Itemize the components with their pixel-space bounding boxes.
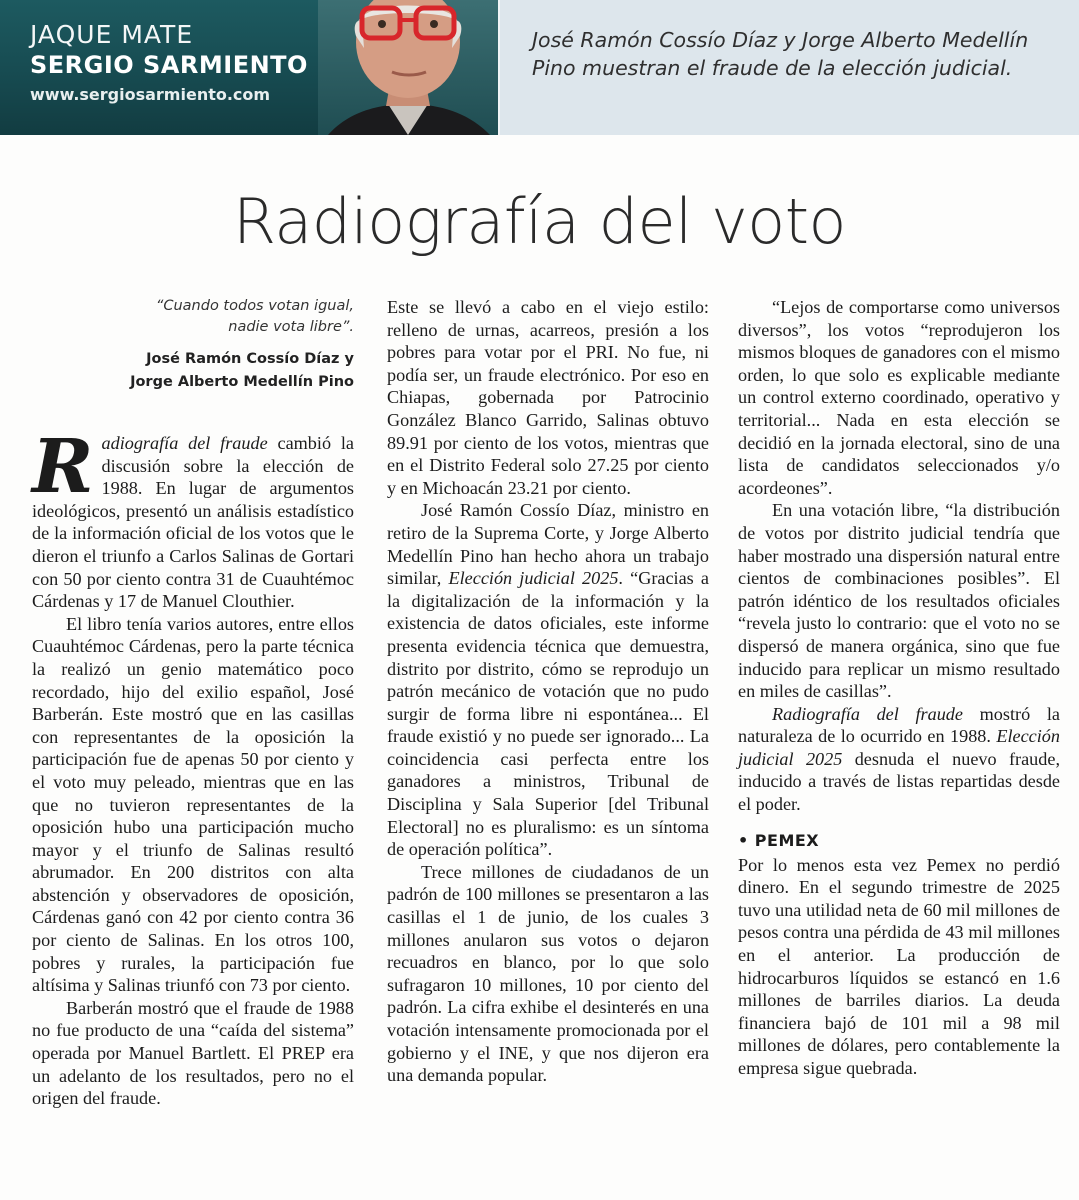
paragraph — [738, 703, 1060, 816]
author-name: SERGIO SARMIENTO — [30, 51, 308, 79]
author-website[interactable]: www.sergiosarmiento.com — [30, 85, 271, 104]
epigraph-author-2: Jorge Alberto Medellín Pino — [130, 374, 354, 390]
column-header — [0, 0, 1079, 135]
epigraph-line-1: “Cuando todos votan igual, — [155, 298, 354, 314]
paragraph — [32, 424, 354, 613]
paragraph — [387, 499, 709, 861]
epigraph-attribution — [32, 348, 354, 394]
column-name: JAQUE MATE — [30, 20, 194, 49]
article-column-3 — [738, 296, 1060, 1080]
column-brand-panel — [0, 0, 498, 135]
tagline-panel — [498, 0, 1079, 135]
paragraph: “Lejos de comportarse como universos diversos”, los votos “reprodujeron los mismos bloques de ganadores con el mismo orden, lo que solo es explicable mediante un control externo coordinado, operativo y territorial... Nada en esta elección se decidió en la jornada electoral, sino de una lista de candidatos seleccionados y/o acordeones”. — [738, 297, 1060, 498]
paragraph-text: mostró la naturaleza de lo ocurrido en 1988. — [738, 703, 1060, 747]
paragraph-text: . “Gracias a la digitalización de la información y la existencia de datos oficiales, este informe presenta evidencia técnica que demuestra, distrito por distrito, cómo se reprodujo un patrón mecánico de votación que no pudo surgir de forma libre ni espontánea... El fraude existió y no puede ser ignorado... La coincidencia casi perfecta entre los ganadores a ministros, Tribunal de Disciplina y Sala Superior [del Tribunal Electoral] no es pluralismo: es un síntoma de operación política”. — [387, 568, 709, 860]
paragraph: En una votación libre, “la distribución de votos por distrito judicial tendría que haber mostrado una dispersión natural entre cientos de combinaciones posibles”. El patrón idéntico de los resultados oficiales “revela justo lo contrario: que el voto no se dispersó de manera orgánica, sino que fue inducido para replicar un mismo resultado en miles de casillas”. — [738, 500, 1060, 702]
author-photo — [318, 0, 498, 135]
epigraph-line-2: nadie vota libre”. — [228, 319, 354, 335]
article-column-1 — [32, 296, 354, 1110]
paragraph: Trece millones de ciudadanos de un padrón de 100 millones se presentaron a las casillas el 1 de junio, de los cuales 3 millones anularon sus votos o dejaron recuadros en blanco, por lo que solo sufragaron 10 millones, 10 por ciento del padrón. La cifra exhibe el desinterés en una votación intensamente promocionada por el gobierno y el INE, y que nos dijeron era una demanda popular. — [387, 861, 709, 1086]
paragraph: Por lo menos esta vez Pemex no perdió dinero. En el segundo trimestre de 2025 tuvo una utilidad neta de 60 mil millones de pesos contra una pérdida de 43 mil millones en el anterior. La producción de hidrocarburos líquidos se estancó en 1.6 millones de barriles diarios. La deuda financiera bajó de 101 mil a 98 mil millones de dólares, pero contablemente la empresa sigue quebrada. — [738, 854, 1060, 1078]
paragraph-text: cambió la discusión sobre la elección de 1988. En lugar de argumentos ideológicos, presentó un análisis estadístico de la información oficial de los votos que le dieron el triunfo a Carlos Salinas de Gortari con 50 por ciento contra 31 de Cuauhtémoc Cárdenas y 17 de Manuel Clouthier. — [32, 433, 354, 612]
report-title: Elección judicial 2025 — [738, 726, 1060, 769]
article-column-2 — [387, 296, 709, 1087]
paragraph: Barberán mostró que el fraude de 1988 no fue producto de una “caída del sistema” operada por Manuel Bartlett. El PREP era un adelanto de los resultados, pero no el origen del fraude. — [32, 997, 354, 1109]
section-heading-pemex: • PEMEX — [738, 830, 820, 850]
report-title: Elección judicial 2025 — [448, 568, 619, 589]
book-title: adiografía del fraude — [101, 433, 268, 453]
paragraph-text: José Ramón Cossío Díaz, ministro en retiro de la Suprema Corte, y Jorge Alberto Medellín Pino han hecho ahora un trabajo similar, — [387, 500, 709, 589]
paragraph: El libro tenía varios autores, entre ellos Cuauhtémoc Cárdenas, pero la parte técnica la realizó un genio matemático poco recordado, hijo del exilio español, José Barberán. Este mostró que en las casillas con representantes de la oposición la participación fue de apenas 50 por ciento y el voto muy peleado, mientras que en las que no tuvieron representantes de la oposición hubo una participación mucho mayor y el triunfo de Salinas resultó abrumador. En 200 distritos con alta abstención y observadores de oposición, Cárdenas ganó con 42 por ciento contra 36 por ciento de Salinas. En los otros 100, pobres y rurales, la participación fue altísima y Salinas triunfó con 73 por ciento. — [32, 613, 354, 996]
paragraph-text: desnuda el nuevo fraude, inducido a través de listas repartidas desde el poder. — [738, 748, 1060, 815]
drop-cap: R — [32, 424, 94, 510]
epigraph-author-1: José Ramón Cossío Díaz y — [146, 351, 354, 367]
epigraph-quote — [32, 296, 354, 338]
tagline: José Ramón Cossío Díaz y Jorge Alberto Medellín Pino muestran el fraude de la elección judicial. — [532, 28, 1029, 80]
brand-text — [30, 20, 308, 108]
paragraph: Este se llevó a cabo en el viejo estilo: relleno de urnas, acarreos, presión a los pobres para votar por el PRI. No fue, ni podía ser, un fraude electrónico. Por eso en Chiapas, gobernada por Patrocinio González Blanco Garrido, Salinas obtuvo 89.91 por ciento de los votos, mientras que en el Distrito Federal solo 27.25 por ciento y en Michoacán 23.21 por ciento. — [387, 297, 709, 498]
lead-paragraph-block — [32, 424, 354, 613]
book-title: Radiografía del fraude — [772, 703, 963, 724]
article-headline: Radiografía del voto — [233, 185, 846, 258]
